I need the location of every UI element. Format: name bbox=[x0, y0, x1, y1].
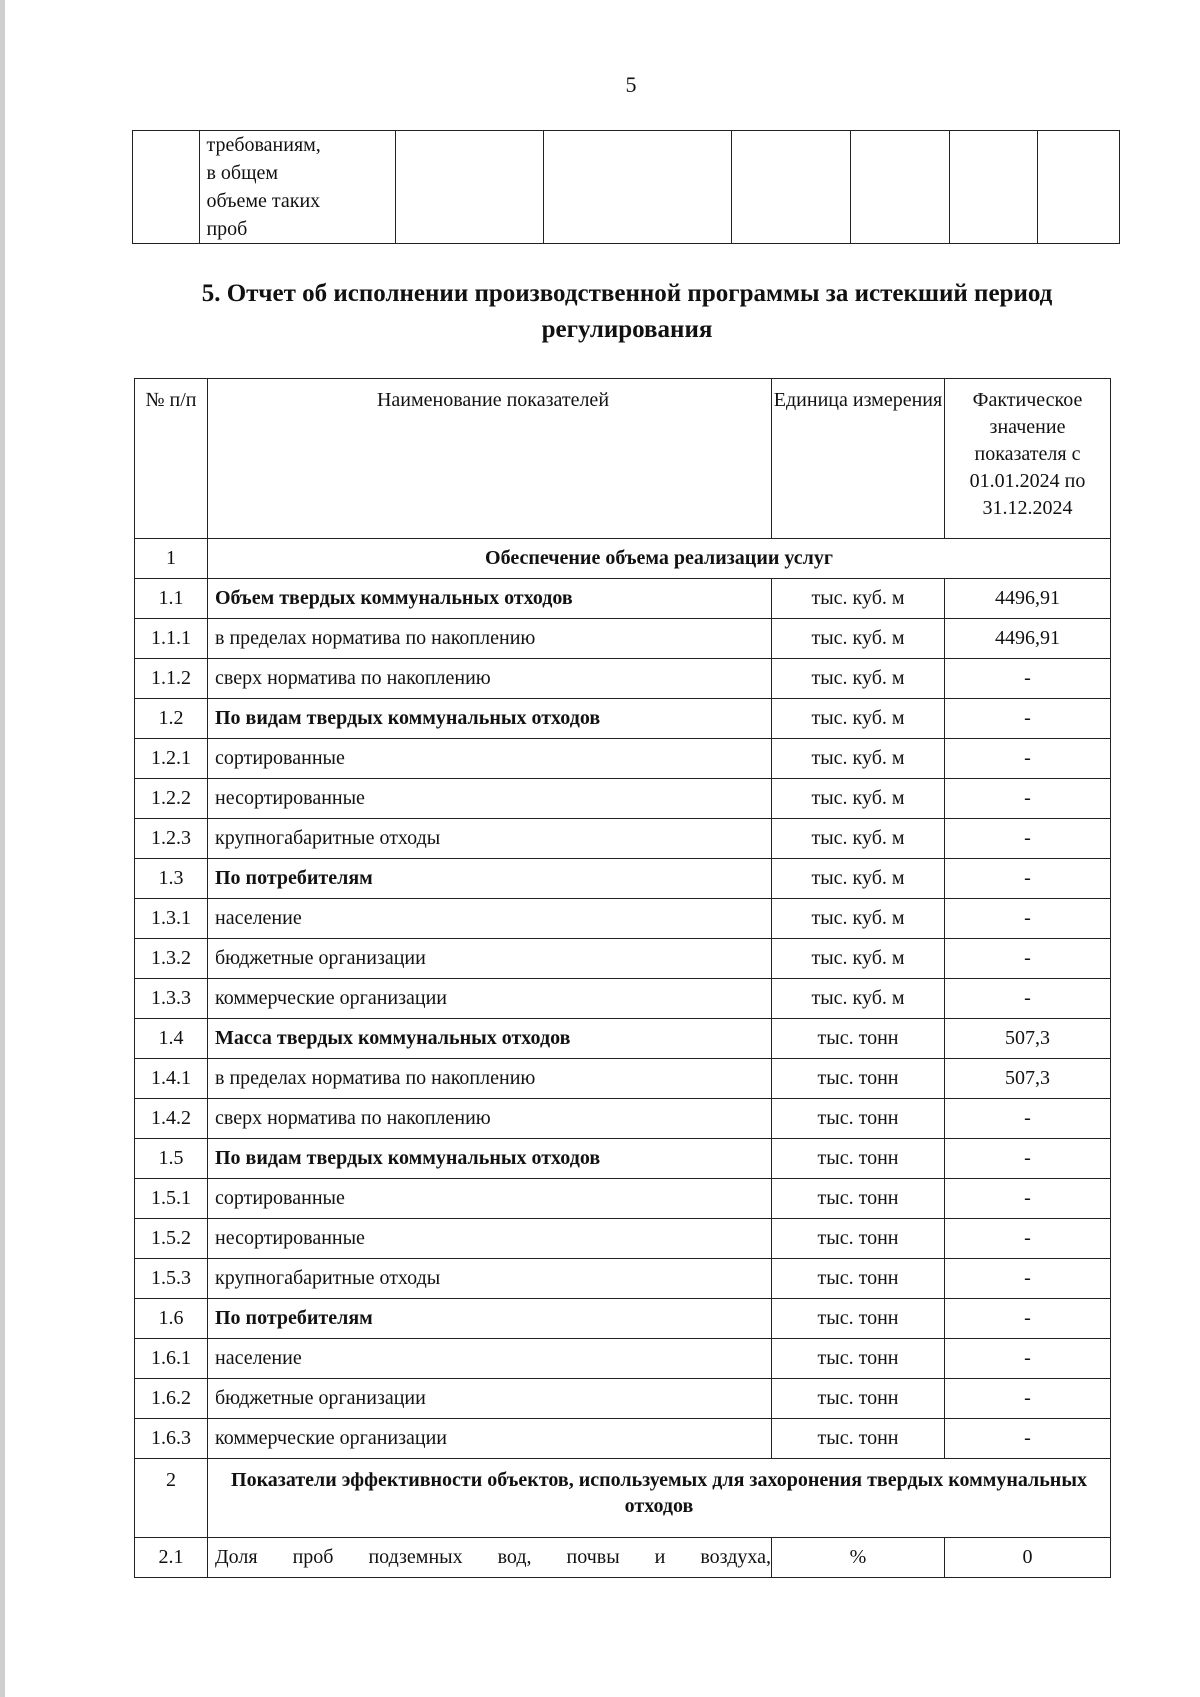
row-name: население bbox=[208, 1339, 772, 1379]
row-name: несортированные bbox=[208, 779, 772, 819]
row-unit: тыс. тонн bbox=[772, 1099, 945, 1139]
row-value: 4496,91 bbox=[945, 579, 1111, 619]
row-value: - bbox=[945, 979, 1111, 1019]
table-row bbox=[135, 899, 1111, 939]
table-header-row bbox=[135, 379, 1111, 539]
row-name: По видам твердых коммунальных отходов bbox=[208, 1139, 772, 1179]
row-num: 1.3.1 bbox=[135, 899, 208, 939]
row-name: население bbox=[208, 899, 772, 939]
row-name: сверх норматива по накоплению bbox=[208, 1099, 772, 1139]
row-num: 1.4 bbox=[135, 1019, 208, 1059]
row-value: - bbox=[945, 779, 1111, 819]
row-unit: тыс. тонн bbox=[772, 1179, 945, 1219]
row-value: - bbox=[945, 859, 1111, 899]
row-name: бюджетные организации bbox=[208, 1379, 772, 1419]
table-row bbox=[135, 859, 1111, 899]
table-cell bbox=[133, 131, 200, 244]
row-value: - bbox=[945, 1299, 1111, 1339]
row-value: - bbox=[945, 939, 1111, 979]
table-row bbox=[135, 979, 1111, 1019]
row-num: 1.4.2 bbox=[135, 1099, 208, 1139]
row-unit: тыс. куб. м bbox=[772, 619, 945, 659]
row-value: - bbox=[945, 1419, 1111, 1459]
table-cell bbox=[731, 131, 851, 244]
row-value: - bbox=[945, 699, 1111, 739]
table-row bbox=[135, 939, 1111, 979]
table-row bbox=[135, 1219, 1111, 1259]
continued-table bbox=[132, 130, 1120, 244]
table-row bbox=[135, 1179, 1111, 1219]
row-name: крупногабаритные отходы bbox=[208, 819, 772, 859]
row-num: 1.6 bbox=[135, 1299, 208, 1339]
table-cell bbox=[851, 131, 949, 244]
row-num: 1.5.2 bbox=[135, 1219, 208, 1259]
row-num: 1.5.3 bbox=[135, 1259, 208, 1299]
row-name: коммерческие организации bbox=[208, 1419, 772, 1459]
row-name: Объем твердых коммунальных отходов bbox=[208, 579, 772, 619]
row-num: 1.2.2 bbox=[135, 779, 208, 819]
section-num: 2 bbox=[135, 1459, 208, 1538]
row-value: - bbox=[945, 1139, 1111, 1179]
row-value: 4496,91 bbox=[945, 619, 1111, 659]
table-row bbox=[135, 1139, 1111, 1179]
row-unit: тыс. тонн bbox=[772, 1059, 945, 1099]
row-value: 0 bbox=[945, 1538, 1111, 1578]
section-row-2 bbox=[135, 1459, 1111, 1538]
table-row bbox=[135, 779, 1111, 819]
row-value: - bbox=[945, 1339, 1111, 1379]
table-row bbox=[135, 1019, 1111, 1059]
header-value: Фактическое значение показателя с 01.01.2024 по 31.12.2024 bbox=[945, 379, 1111, 539]
table-cell bbox=[1038, 131, 1120, 244]
table-cell bbox=[543, 131, 731, 244]
row-unit: тыс. тонн bbox=[772, 1219, 945, 1259]
table-cell bbox=[395, 131, 543, 244]
row-value: - bbox=[945, 1259, 1111, 1299]
row-num: 1.3.2 bbox=[135, 939, 208, 979]
row-unit: тыс. куб. м bbox=[772, 859, 945, 899]
row-unit: тыс. куб. м bbox=[772, 659, 945, 699]
row-unit: тыс. тонн bbox=[772, 1419, 945, 1459]
row-num: 1.5 bbox=[135, 1139, 208, 1179]
row-name: в пределах норматива по накоплению bbox=[208, 1059, 772, 1099]
row-unit: тыс. куб. м bbox=[772, 899, 945, 939]
table-row bbox=[135, 699, 1111, 739]
table-row bbox=[135, 1259, 1111, 1299]
row-num: 1.1 bbox=[135, 579, 208, 619]
row-num: 1.3.3 bbox=[135, 979, 208, 1019]
section-row-1 bbox=[135, 539, 1111, 579]
row-value: 507,3 bbox=[945, 1059, 1111, 1099]
row-unit: тыс. куб. м bbox=[772, 939, 945, 979]
row-num: 1.6.1 bbox=[135, 1339, 208, 1379]
row-value: 507,3 bbox=[945, 1019, 1111, 1059]
section-num: 1 bbox=[135, 539, 208, 579]
table-row bbox=[135, 1059, 1111, 1099]
row-unit: тыс. тонн bbox=[772, 1139, 945, 1179]
row-value: - bbox=[945, 659, 1111, 699]
table-row bbox=[135, 659, 1111, 699]
table-row bbox=[135, 1299, 1111, 1339]
row-value: - bbox=[945, 1219, 1111, 1259]
table-cell bbox=[949, 131, 1038, 244]
table-row bbox=[135, 1099, 1111, 1139]
row-num: 1.2.3 bbox=[135, 819, 208, 859]
row-name: сортированные bbox=[208, 739, 772, 779]
table-row bbox=[133, 131, 1120, 244]
row-name: По потребителям bbox=[208, 859, 772, 899]
continued-indicator-text: требованиям, в общем объеме таких проб bbox=[200, 131, 395, 244]
row-unit: тыс. куб. м bbox=[772, 579, 945, 619]
section-title-cell: Показатели эффективности объектов, используемых для захоронения твердых коммунальных отходов bbox=[208, 1459, 1111, 1538]
row-unit: % bbox=[772, 1538, 945, 1578]
page-number: 5 bbox=[625, 72, 637, 97]
row-num: 1.5.1 bbox=[135, 1179, 208, 1219]
row-unit: тыс. куб. м bbox=[772, 819, 945, 859]
row-num: 1.3 bbox=[135, 859, 208, 899]
row-name: коммерческие организации bbox=[208, 979, 772, 1019]
table-row bbox=[135, 619, 1111, 659]
section-title-cell: Обеспечение объема реализации услуг bbox=[208, 539, 1111, 579]
row-name: Масса твердых коммунальных отходов bbox=[208, 1019, 772, 1059]
table-row bbox=[135, 1339, 1111, 1379]
row-unit: тыс. тонн bbox=[772, 1379, 945, 1419]
row-num: 1.2.1 bbox=[135, 739, 208, 779]
row-unit: тыс. тонн bbox=[772, 1339, 945, 1379]
row-name: сортированные bbox=[208, 1179, 772, 1219]
row-unit: тыс. куб. м bbox=[772, 979, 945, 1019]
header-num: № п/п bbox=[135, 379, 208, 539]
report-table bbox=[134, 378, 1111, 1578]
row-num: 1.1.2 bbox=[135, 659, 208, 699]
table-row bbox=[135, 819, 1111, 859]
row-name: Доля проб подземных вод, почвы и воздуха, bbox=[208, 1538, 772, 1578]
row-num: 1.2 bbox=[135, 699, 208, 739]
row-unit: тыс. тонн bbox=[772, 1299, 945, 1339]
row-name: По потребителям bbox=[208, 1299, 772, 1339]
header-name: Наименование показателей bbox=[208, 379, 772, 539]
row-unit: тыс. куб. м bbox=[772, 699, 945, 739]
table-row bbox=[135, 1419, 1111, 1459]
table-row bbox=[135, 1538, 1111, 1578]
table-row bbox=[135, 1379, 1111, 1419]
row-value: - bbox=[945, 819, 1111, 859]
row-name: бюджетные организации bbox=[208, 939, 772, 979]
table-row bbox=[135, 739, 1111, 779]
section-title: 5. Отчет об исполнении производственной программы за истекший период регулирования bbox=[201, 280, 1053, 343]
row-value: - bbox=[945, 1099, 1111, 1139]
row-name: сверх норматива по накоплению bbox=[208, 659, 772, 699]
row-num: 1.1.1 bbox=[135, 619, 208, 659]
row-name: крупногабаритные отходы bbox=[208, 1259, 772, 1299]
row-unit: тыс. куб. м bbox=[772, 779, 945, 819]
row-value: - bbox=[945, 1179, 1111, 1219]
row-num: 2.1 bbox=[135, 1538, 208, 1578]
row-value: - bbox=[945, 899, 1111, 939]
row-value: - bbox=[945, 1379, 1111, 1419]
row-num: 1.6.3 bbox=[135, 1419, 208, 1459]
row-num: 1.6.2 bbox=[135, 1379, 208, 1419]
row-unit: тыс. тонн bbox=[772, 1019, 945, 1059]
header-unit: Единица измерения bbox=[772, 379, 945, 539]
scan-left-edge bbox=[0, 0, 5, 1697]
row-name: По видам твердых коммунальных отходов bbox=[208, 699, 772, 739]
row-num: 1.4.1 bbox=[135, 1059, 208, 1099]
row-name: несортированные bbox=[208, 1219, 772, 1259]
row-value: - bbox=[945, 739, 1111, 779]
row-name: в пределах норматива по накоплению bbox=[208, 619, 772, 659]
table-row bbox=[135, 579, 1111, 619]
row-unit: тыс. тонн bbox=[772, 1259, 945, 1299]
row-unit: тыс. куб. м bbox=[772, 739, 945, 779]
